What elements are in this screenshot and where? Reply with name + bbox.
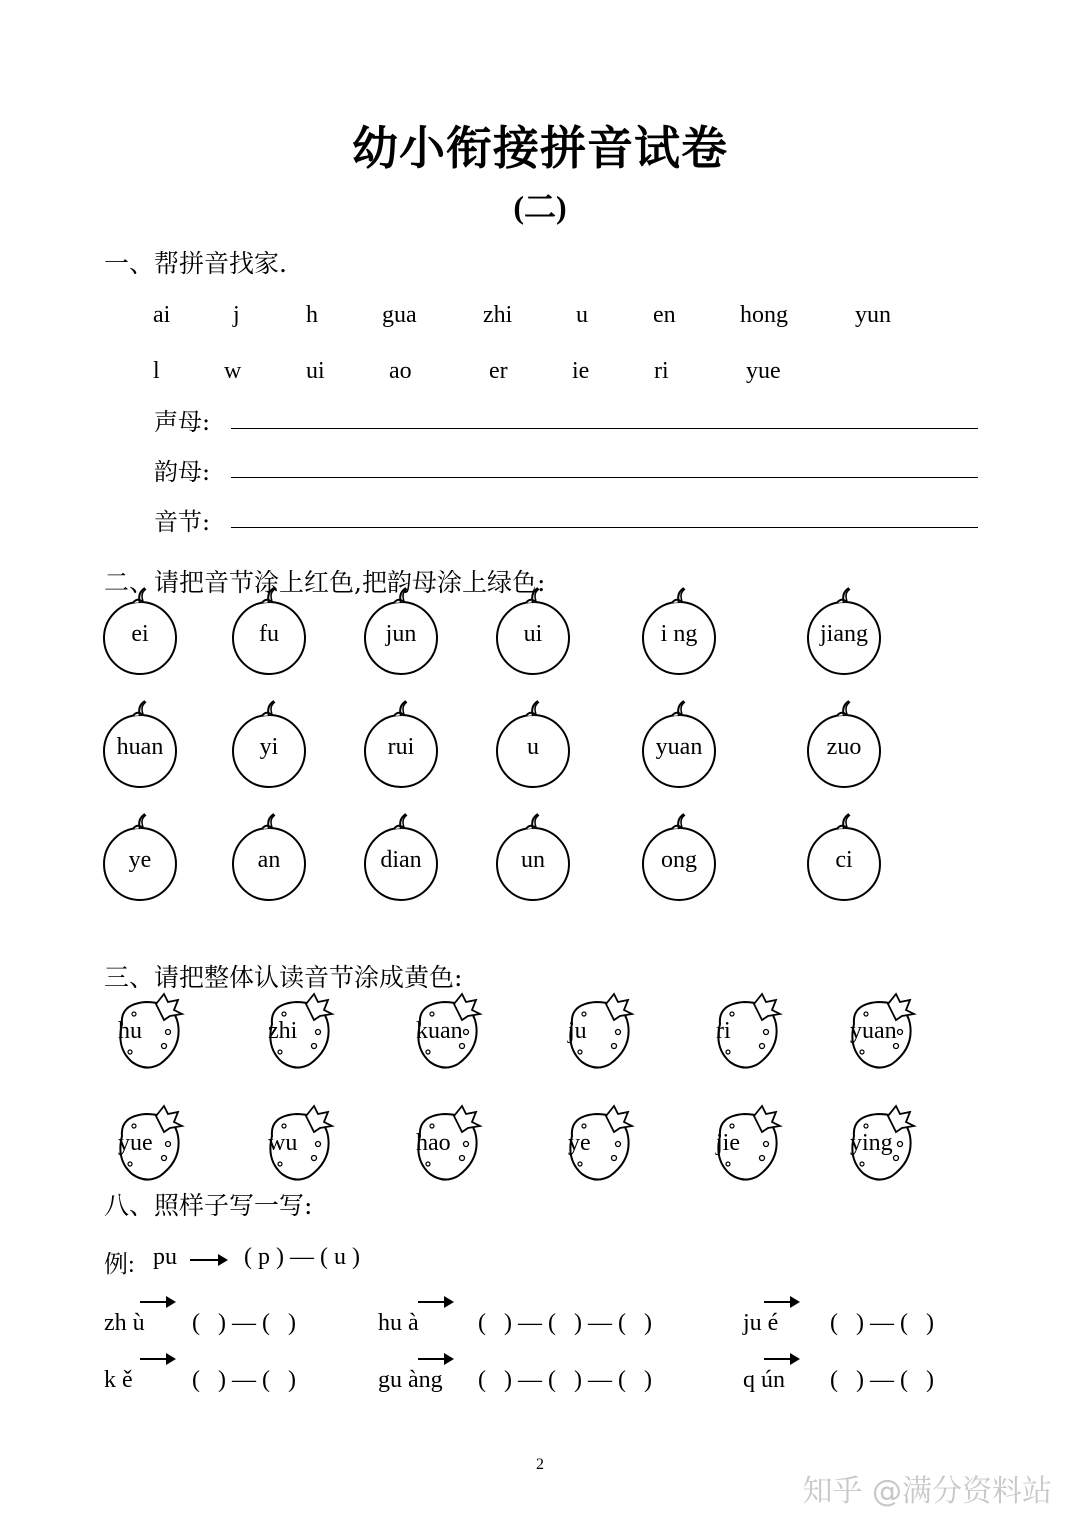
apple-label: yi [259,734,279,760]
strawberry-item[interactable] [710,990,786,1072]
apple-item[interactable] [99,698,181,790]
apple-label: yuan [655,734,703,760]
strawberry-item[interactable] [112,990,188,1072]
apple-label: dian [380,847,422,873]
exercise-word: zh ù [104,1310,145,1336]
strawberry-label: jie [716,1130,740,1156]
strawberry-label: ying [850,1130,893,1156]
pinyin-item: ri [654,358,669,384]
strawberry-item[interactable] [844,1102,920,1184]
strawberry-label: yue [118,1130,153,1156]
shengmu-answer-line[interactable] [231,428,978,429]
pinyin-item: zhi [483,302,513,328]
apple-label: u [527,734,539,760]
apple-label: huan [116,734,164,760]
strawberry-item[interactable] [262,1102,338,1184]
apple-label: an [257,847,281,873]
apple-item[interactable] [492,585,574,677]
pinyin-item: er [489,358,508,384]
strawberry-item[interactable] [562,1102,638,1184]
strawberry-label: kuan [416,1018,463,1044]
apple-item[interactable] [228,811,310,903]
yunmu-label: 韵母: [154,458,211,486]
pinyin-item: w [224,358,242,384]
exercise-word: q ún [743,1367,785,1393]
strawberry-item[interactable] [262,990,338,1072]
apple-label: jun [385,621,417,647]
apple-item[interactable] [228,698,310,790]
apple-label: ong [661,847,697,873]
pinyin-item: yue [746,358,781,384]
pinyin-item: ai [153,302,171,328]
strawberry-item[interactable] [844,990,920,1072]
strawberry-label: zhi [268,1018,298,1044]
page-number: 2 [536,1456,544,1473]
pinyin-item: u [576,302,588,328]
apple-item[interactable] [638,698,720,790]
arrow-right-icon [140,1351,180,1367]
page-subtitle: (二) [513,189,567,225]
pinyin-item: en [653,302,676,328]
strawberry-label: ye [568,1130,591,1156]
pinyin-item: yun [855,302,891,328]
exercise-blanks[interactable]: ( ) — ( ) — ( ) [478,1310,652,1336]
apple-item[interactable] [228,585,310,677]
exercise-word: gu àng [378,1367,443,1393]
apple-item[interactable] [803,585,885,677]
apple-item[interactable] [360,698,442,790]
strawberry-label: wu [268,1130,298,1156]
strawberry-item[interactable] [410,1102,486,1184]
apple-label: ye [128,847,152,873]
apple-label: rui [387,734,415,760]
apple-item[interactable] [803,811,885,903]
example-word: pu [153,1244,177,1270]
arrow-right-icon [764,1351,804,1367]
section1-heading: 一、帮拼音找家. [104,249,287,278]
arrow-right-icon [140,1294,180,1310]
apple-item[interactable] [492,811,574,903]
strawberry-label: yuan [850,1018,897,1044]
pinyin-item: hong [740,302,788,328]
yinjie-answer-line[interactable] [231,527,978,528]
exercise-blanks[interactable]: ( ) — ( ) [830,1367,934,1393]
shengmu-label: 声母: [154,408,211,436]
arrow-right-icon [190,1252,230,1268]
apple-label: ui [523,621,543,647]
apple-item[interactable] [638,585,720,677]
strawberry-item[interactable] [710,1102,786,1184]
example-label: 例: [104,1252,135,1278]
apple-label: fu [259,621,279,647]
apple-item[interactable] [638,811,720,903]
exercise-blanks[interactable]: ( ) — ( ) [192,1310,296,1336]
exercise-blanks[interactable]: ( ) — ( ) [192,1367,296,1393]
section3-heading: 三、请把整体认读音节涂成黄色: [104,963,463,992]
section2-heading: 二、请把音节涂上红色,把韵母涂上绿色: [104,568,546,597]
apple-label: jiang [820,621,868,647]
exercise-blanks[interactable]: ( ) — ( ) — ( ) [478,1367,652,1393]
yunmu-answer-line[interactable] [231,477,978,478]
apple-label: i ng [660,621,698,647]
pinyin-item: ao [389,358,412,384]
pinyin-item: j [233,302,240,328]
section8-heading: 八、照样子写一写: [104,1191,313,1220]
strawberry-label: ri [716,1018,731,1044]
exercise-word: k ě [104,1367,133,1393]
arrow-right-icon [418,1351,458,1367]
exercise-word: ju é [743,1310,779,1336]
strawberry-label: hao [416,1130,451,1156]
strawberry-item[interactable] [562,990,638,1072]
pinyin-item: ie [572,358,590,384]
pinyin-item: gua [382,302,417,328]
arrow-right-icon [764,1294,804,1310]
apple-item[interactable] [360,811,442,903]
pinyin-item: l [153,358,160,384]
apple-label: zuo [826,734,862,760]
watermark: 知乎 @满分资料站 [802,1474,1052,1509]
example-answer: ( p ) — ( u ) [244,1244,360,1270]
apple-item[interactable] [99,811,181,903]
strawberry-item[interactable] [112,1102,188,1184]
page-title: 幼小衔接拼音试卷 [352,121,728,175]
apple-item[interactable] [360,585,442,677]
exercise-word: hu à [378,1310,419,1336]
pinyin-item: h [306,302,318,328]
arrow-right-icon [418,1294,458,1310]
apple-item[interactable] [803,698,885,790]
strawberry-label: hu [118,1018,142,1044]
apple-item[interactable] [492,698,574,790]
pinyin-item: ui [306,358,325,384]
apple-item[interactable] [99,585,181,677]
apple-label: un [521,847,545,873]
strawberry-label: ju [568,1018,587,1044]
apple-label: ci [835,847,853,873]
yinjie-label: 音节: [154,508,211,536]
strawberry-item[interactable] [410,990,486,1072]
exercise-blanks[interactable]: ( ) — ( ) [830,1310,934,1336]
apple-label: ei [131,621,149,647]
